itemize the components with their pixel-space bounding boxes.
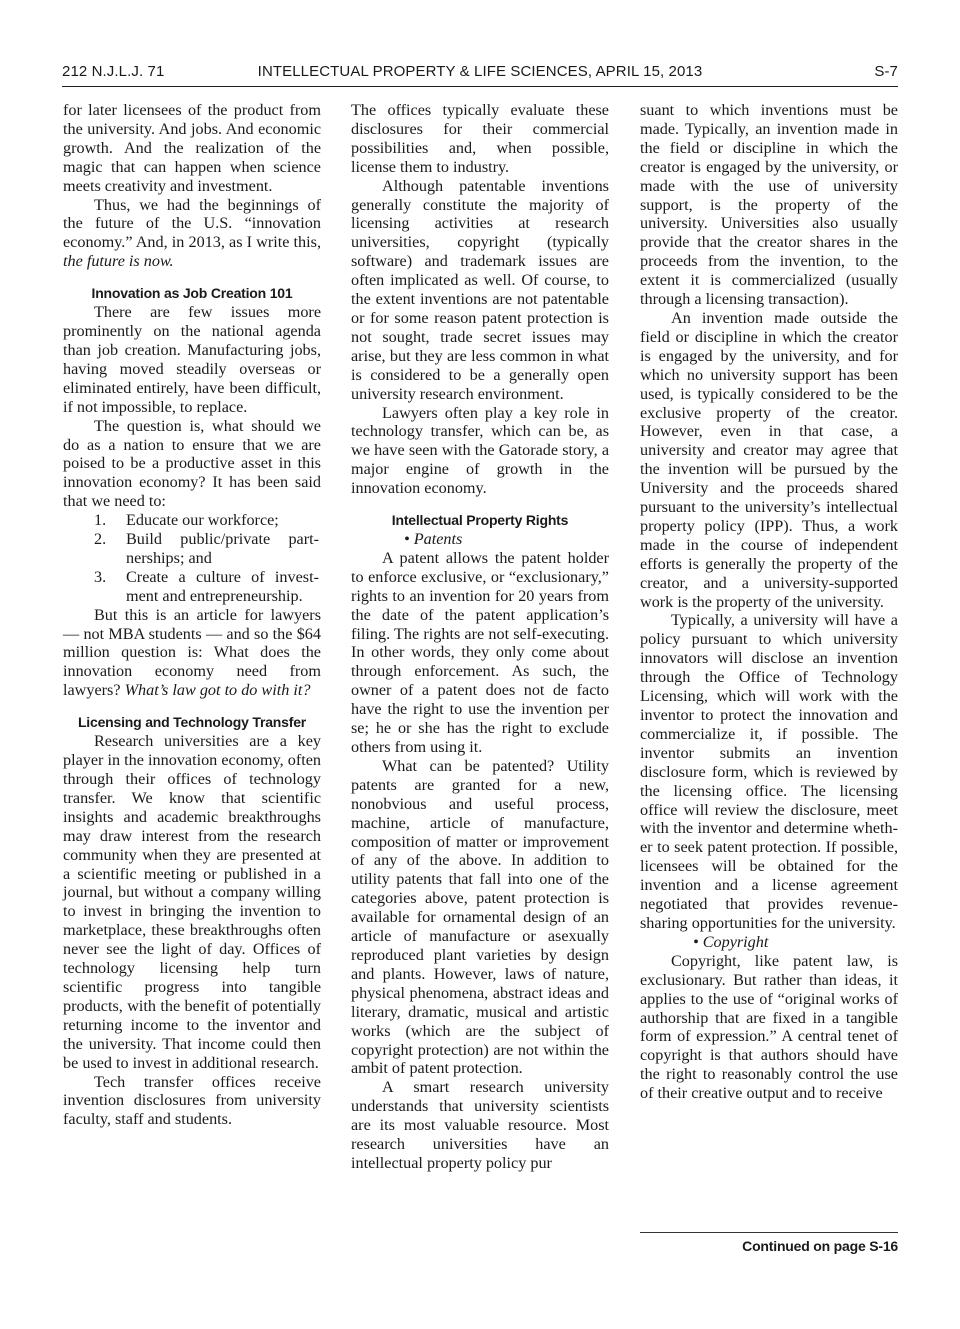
column-1 (63, 101, 321, 1261)
paragraph: Lawyers often play a key role in technology transfer, which can be, as we have seen with the Gatorade story, a major engine of growth in the innovation economy. (351, 403, 609, 498)
list-item (63, 568, 321, 606)
header-citation: 212 N.J.L.J. 71 (62, 63, 165, 80)
paragraph: What can be patented? Utility patents are granted for a new, nonobvious and useful process, machine, article of manufacture, composition of matter or improvement of any of the above. In addition to utility patents that fall into one of the categories above, patent protection is available for ornamental design of an article of manufacture or asexually reproduced plant varieties by design and plants. However, laws of nature, physical phenomena, abstract ideas and literary, dramatic, musical and artistic works (which are the subject of copyright protection) are not within the ambit of patent protection. (351, 756, 609, 1078)
paragraph (63, 196, 321, 272)
header-rule (62, 86, 898, 87)
paragraph: The question is, what should we do as a nation to ensure that we are poised to be a productive asset in this innovation economy? It has been said that we need to: (63, 416, 321, 511)
paragraph: for later licensees of the product from the university. And jobs. And economic growth. And the realization of the magic that can happen when science meets creativity and investment. (63, 101, 321, 195)
paragraph: Typically, a university will have a policy pursuant to which university innovators will disclose an invention through the Office of Technology Licensing, which will work with the inventor to protect the innovation and commercialize it, if possible. The inventor submits an invention disclosure form, which is reviewed by the licensing office. The licensing office will review the disclosure, meet with the inventor and determine whether to seek patent protection. If possible, licensees will be obtained for the invention and a license agreement negotiated that provides revenue-sharing opportunities for the university. (640, 611, 898, 932)
paragraph: suant to which inventions must be made. Typically, an invention made in the field or discipline in which the creator is engaged by the university, or made with the use of university support, is the property of the university. Universities also usually provide that the creator shares in the proceeds from the invention, to the extent it is commercialized (usually through a licensing transaction). (640, 101, 898, 309)
paragraph: The offices typically evaluate these disclosures for their commercial possibilities and, when possible, license them to industry. (351, 101, 609, 176)
subheading-text: • Copyright (693, 932, 769, 951)
list-text: Create a culture of investment and entrepreneurship. (126, 567, 319, 605)
paragraph: A smart research university understands that university scientists are its most valuable resource. Most research universities have an intellectual property policy pur (351, 1078, 609, 1172)
section-heading-job-creation: Innovation as Job Creation 101 (91, 285, 293, 302)
paragraph: A patent allows the patent holder to enforce exclusive, or “exclusionary,” rights to an invention for 20 years from the date of the patent application’s filing. The rights are not self-executing. In other words, they only come about through enforcement. As such, the owner of a patent does not de facto have the right to use the invention per se; he or she has the right to exclude others from using it. (351, 548, 609, 756)
paragraph (63, 606, 321, 701)
list-number: 3. (94, 567, 107, 586)
continuation-rule (640, 1232, 898, 1233)
column-3 (640, 101, 898, 1261)
header-page-number: S-7 (874, 63, 898, 80)
emphasis-text: What’s law got to do with it? (124, 681, 311, 700)
column-2 (351, 101, 609, 1261)
emphasis-text: the future is now. (63, 252, 174, 271)
section-heading-licensing: Licensing and Technology Transfer (77, 714, 307, 731)
list-number: 1. (94, 511, 107, 530)
paragraph: There are few issues more prominently on the national agenda than job creation. Manufacturing jobs, having moved steadily overseas or eliminated entirely, have been difficult, if not impossible, to replace. (63, 303, 321, 416)
list-text: Educate our workforce; (126, 511, 279, 530)
continued-on-notice: Continued on page S-16 (742, 1238, 898, 1254)
paragraph: An invention made outside the field or discipline in which the creator is engaged by the university, and for which no university support has been used, is typically considered to be the exclusive property of the creator. However, even in that case, a university and creator may agree that the invention will be pursued by the University and the proceeds shared pursuant to the university’s intellectual property policy (IPP). Thus, a work made in the course of independent efforts is generally the property of the creator, and a university-supported work is the property of the university. (640, 308, 898, 611)
list-item (63, 511, 321, 530)
paragraph: Research universities are a key player in the innovation economy, often through their offices of technology transfer. We know that scientific insights and academic breakthroughs may draw interest from the research community when they are presented at a scientific meeting or published in a journal, but without a company willing to invest in bringing the invention to marketplace, these breakthroughs often never see the light of day. Offices of technology licensing help turn scientific progress into tangible products, with the benefit of potentially returning income to the inventor and the university. That income could then be used to invest in additional research. (63, 732, 321, 1072)
subheading-text: • Patents (404, 530, 463, 549)
paragraph: Although patentable inventions generally constitute the majority of licensing activities at research universities, copyright (typically software) and trademark issues are often implicated as well. Of course, to the extent inventions are not patentable or for some reason patent protection is not sought, trade secret issues may arise, but they are less common in what is considered to be a generally open university research environment. (351, 176, 609, 403)
section-heading-ip-rights: Intellectual Property Rights (391, 512, 569, 529)
subheading-patents (351, 530, 609, 549)
list-number: 2. (94, 530, 107, 549)
subheading-copyright (640, 933, 898, 952)
paragraph: Tech transfer offices receive invention disclosures from university faculty, staff and students. (63, 1072, 321, 1129)
header-section-title: INTELLECTUAL PROPERTY & LIFE SCIENCES, APRIL 15, 2013 (257, 63, 703, 80)
paragraph-text: But this is an article for lawyers — not MBA students — and so the $64 million question is: What does the innovation economy need from lawyers? (63, 605, 321, 700)
paragraph: Copyright, like patent law, is exclusionary. But rather than ideas, it applies to the use of “original works of authorship that are fixed in a tangible form of expression.” A central tenet of copyright is that authors should have the right to reasonably control the use of their creative output and to receive (640, 951, 898, 1103)
paragraph-text: Thus, we had the beginnings of the future of the U.S. “innovation economy.” And, in 2013, as I write this, (63, 195, 321, 252)
list-text: Build public/private partnerships; and (126, 530, 319, 567)
numbered-list (63, 511, 321, 606)
page-header (62, 63, 898, 85)
list-item (63, 530, 321, 568)
